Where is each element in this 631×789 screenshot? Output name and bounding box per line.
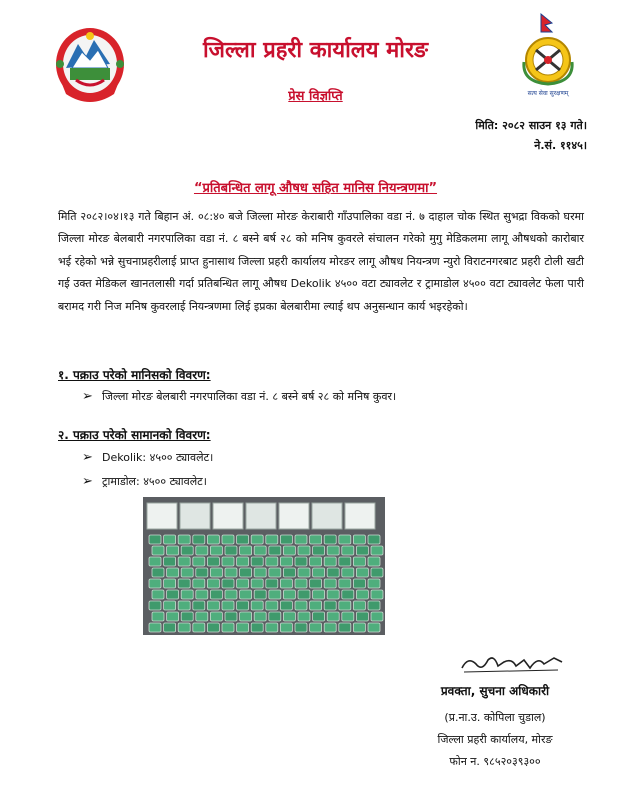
list-item [82, 389, 396, 404]
tablet-strip [152, 590, 164, 599]
tablet-strip [298, 612, 310, 621]
tablet-strip [196, 546, 208, 555]
tablet-strip [310, 557, 322, 566]
tablet-strip [254, 612, 266, 621]
tablet-strip [193, 623, 205, 632]
tablet-strip [283, 568, 295, 577]
tablet-strip [339, 557, 351, 566]
tablet-strip [167, 568, 179, 577]
tablet-strip [324, 535, 336, 544]
tablet-strip [342, 590, 354, 599]
tablet-strip [193, 601, 205, 610]
medicine-box [213, 503, 243, 529]
medicine-box [246, 503, 276, 529]
tablet-strip [324, 557, 336, 566]
tablet-strip [237, 535, 249, 544]
tablet-strip [196, 590, 208, 599]
tablet-strip [251, 601, 263, 610]
tablet-strip [371, 612, 383, 621]
tablet-strip [237, 557, 249, 566]
police-motto: सत्य सेवा सुरक्षणम् [527, 90, 569, 97]
tablet-strip [368, 579, 380, 588]
tablet-strip [149, 535, 161, 544]
tablet-strip [266, 601, 278, 610]
tablet-strip [371, 546, 383, 555]
tablet-strip [240, 590, 252, 599]
tablet-strip [152, 612, 164, 621]
tablet-strip [152, 546, 164, 555]
tablet-strip [152, 568, 164, 577]
medicine-box [180, 503, 210, 529]
list-item [82, 474, 207, 489]
tablet-strip [339, 579, 351, 588]
tablet-strip [225, 612, 237, 621]
tablet-strip [266, 557, 278, 566]
tablet-strip [254, 590, 266, 599]
signatory-office: जिल्ला प्रहरी कार्यालय, मोरङ [437, 733, 553, 746]
arrow-bullet-icon: ➢ [82, 389, 93, 404]
tablet-strip [178, 535, 190, 544]
tablet-strip [324, 601, 336, 610]
tablet-strip [327, 612, 339, 621]
tablet-strip [298, 568, 310, 577]
tablet-strip [269, 568, 281, 577]
tablet-strip [196, 612, 208, 621]
medicine-box [147, 503, 177, 529]
tablet-strip [237, 623, 249, 632]
section-heading-items: २. पक्राउ परेको सामानको विवरण: [58, 428, 211, 442]
tablet-strip [327, 590, 339, 599]
tablet-strip [237, 601, 249, 610]
tablet-strip [356, 590, 368, 599]
list-item-text: Dekolik: ४५०० ट्यावलेट। [102, 451, 214, 464]
tablet-strip [283, 612, 295, 621]
tablet-strip [310, 535, 322, 544]
tablet-strip [280, 623, 292, 632]
tablet-strip [240, 612, 252, 621]
tablet-strip [225, 546, 237, 555]
tablet-strip [280, 579, 292, 588]
tablet-strip [327, 568, 339, 577]
tablet-strip [193, 579, 205, 588]
tablet-strip [342, 568, 354, 577]
tablet-strip [164, 535, 176, 544]
tablet-strip [210, 590, 222, 599]
tablet-strip [222, 601, 234, 610]
tablet-strip [310, 579, 322, 588]
tablet-strip [353, 557, 365, 566]
tablet-strip [339, 623, 351, 632]
tablet-strip [207, 579, 219, 588]
tablet-strip [149, 557, 161, 566]
tablet-strip [251, 557, 263, 566]
tablet-strip [371, 568, 383, 577]
tablet-strip [324, 579, 336, 588]
list-item [82, 450, 213, 465]
tablet-strip [368, 601, 380, 610]
tablet-strip [368, 535, 380, 544]
tablet-strip [178, 601, 190, 610]
tablet-strip [178, 557, 190, 566]
tablet-strip [149, 579, 161, 588]
page-title: जिल्ला प्रहरी कार्यालय मोरङ [202, 38, 429, 63]
tablet-strip [210, 612, 222, 621]
tablet-strip [353, 601, 365, 610]
tablet-strip [251, 535, 263, 544]
tablet-strip [298, 590, 310, 599]
tablet-strip [210, 568, 222, 577]
tablet-strip [181, 590, 193, 599]
tablet-strip [295, 601, 307, 610]
tablet-strip [149, 623, 161, 632]
tablet-strip [164, 557, 176, 566]
tablet-strip [207, 535, 219, 544]
tablet-strip [251, 623, 263, 632]
tablet-strip [269, 546, 281, 555]
tablet-strip [327, 546, 339, 555]
tablet-strip [310, 601, 322, 610]
tablet-strip [313, 568, 325, 577]
signatory-name: (प्र.ना.उ. कोपिला चुडाल) [444, 711, 546, 724]
reference-number: ने.सं. ११४५। [534, 139, 587, 152]
tablet-strip [193, 535, 205, 544]
medicine-box [345, 503, 375, 529]
tablet-strip [313, 546, 325, 555]
tablet-strip [310, 623, 322, 632]
tablet-strip [207, 623, 219, 632]
tablet-strip [269, 590, 281, 599]
tablet-strip [207, 601, 219, 610]
seized-tablets-photo [143, 497, 385, 635]
tablet-strip [149, 601, 161, 610]
tablet-strip [167, 590, 179, 599]
tablet-strip [181, 568, 193, 577]
body-paragraph: मिति २०८२।०४।१३ गते बिहान अं. ०८:४० बजे जिल्ला मोरङ केराबारी गाँउपालिका वडा नं. ७ दाहाल चोक स्थित सुभद्रा विकको घरमा जिल्ला मोरङ बेलबारी नगरपालिका वडा नं. ८ बस्ने बर्ष २८ को मनिष कुवरले संचालन गरेको मुगु मेडिकलमा लागू औषधको कारोबार भई रहेको भन्ने सुचनाप्रहरीलाई प्राप्त हुनासाथ जिल्ला प्रहरी कार्यालय मोरङर लागू औषध नियन्त्रण न्युरो विराटनगरबाट प्रहरी टोली खटी गई उक्त मेडिकल खानतलासी गर्दा प्रतिबन्धित लागू औषध Dekolik ४५०० वटा ट्यावलेट र ट्रामाडोल ४५०० वटा ट्यावलेट फेला पारी बरामद गरी निज मनिष कुवरलाई नियन्त्रणमा लिई इप्रका बेलबारीमा ल्याई थप अनुसन्धान कार्य भइरहेको। [58, 210, 584, 313]
tablet-strip [240, 546, 252, 555]
signatory-title: प्रवक्ता, सुचना अधिकारी [440, 684, 550, 698]
tablet-strip [196, 568, 208, 577]
tablet-strip [222, 579, 234, 588]
tablet-strip [193, 557, 205, 566]
tablet-strip [295, 535, 307, 544]
medicine-box [279, 503, 309, 529]
list-item-text: जिल्ला मोरङ बेलबारी नगरपालिका वडा नं. ८ बस्ने बर्ष २८ को मनिष कुवर। [102, 390, 397, 403]
tablet-strip [280, 535, 292, 544]
tablet-strip [254, 546, 266, 555]
release-date: मिति: २०८२ साउन १३ गते। [475, 119, 587, 132]
tablet-strip [342, 612, 354, 621]
tablet-strip [266, 579, 278, 588]
tablet-strip [353, 579, 365, 588]
tablet-strip [167, 546, 179, 555]
arrow-bullet-icon: ➢ [82, 450, 93, 465]
tablet-strip [368, 623, 380, 632]
tablet-strip [283, 546, 295, 555]
tablet-strip [356, 568, 368, 577]
tablet-strip [353, 535, 365, 544]
tablet-strip [207, 557, 219, 566]
tablet-strip [167, 612, 179, 621]
tablet-strip [269, 612, 281, 621]
signatory-phone: फोन न. ९८५२०३९३०० [449, 755, 541, 768]
tablet-strip [339, 535, 351, 544]
tablet-strip [313, 590, 325, 599]
tablet-strip [280, 557, 292, 566]
tablet-strip [251, 579, 263, 588]
tablet-strip [222, 535, 234, 544]
tablet-strip [178, 579, 190, 588]
tablet-strip [237, 579, 249, 588]
tablet-strip [295, 557, 307, 566]
tablet-strip [164, 579, 176, 588]
tablet-strip [295, 579, 307, 588]
tablet-strip [356, 612, 368, 621]
tablet-strip [324, 623, 336, 632]
tablet-strip [210, 546, 222, 555]
tablet-strip [266, 623, 278, 632]
tablet-strip [178, 623, 190, 632]
medicine-box [312, 503, 342, 529]
tablet-strip [298, 546, 310, 555]
tablet-strip [371, 590, 383, 599]
press-release-subtitle: प्रेस विज्ञप्ति [288, 89, 343, 104]
tablet-strip [356, 546, 368, 555]
tablet-strip [222, 623, 234, 632]
section-heading-person: १. पक्राउ परेको मानिसको विवरण: [58, 368, 211, 382]
tablet-strip [164, 601, 176, 610]
tablet-strip [222, 557, 234, 566]
tablet-strip [225, 568, 237, 577]
tablet-strip [225, 590, 237, 599]
tablet-strip [342, 546, 354, 555]
list-item-text: ट्रामाडोल: ४५०० ट्यावलेट। [102, 475, 207, 488]
arrow-bullet-icon: ➢ [82, 474, 93, 489]
tablet-strip [240, 568, 252, 577]
tablet-strip [164, 623, 176, 632]
signature [458, 650, 568, 678]
tablet-strip [254, 568, 266, 577]
tablet-strip [280, 601, 292, 610]
tablet-strip [339, 601, 351, 610]
tablet-strip [368, 557, 380, 566]
tablet-strip [313, 612, 325, 621]
tablet-strip [295, 623, 307, 632]
tablet-strip [283, 590, 295, 599]
tablet-strip [266, 535, 278, 544]
headline: “प्रतिबन्धित लागू औषध सहित मानिस नियन्त्रणमा” [193, 181, 438, 196]
tablet-strip [353, 623, 365, 632]
tablet-strip [181, 612, 193, 621]
tablet-strip [181, 546, 193, 555]
